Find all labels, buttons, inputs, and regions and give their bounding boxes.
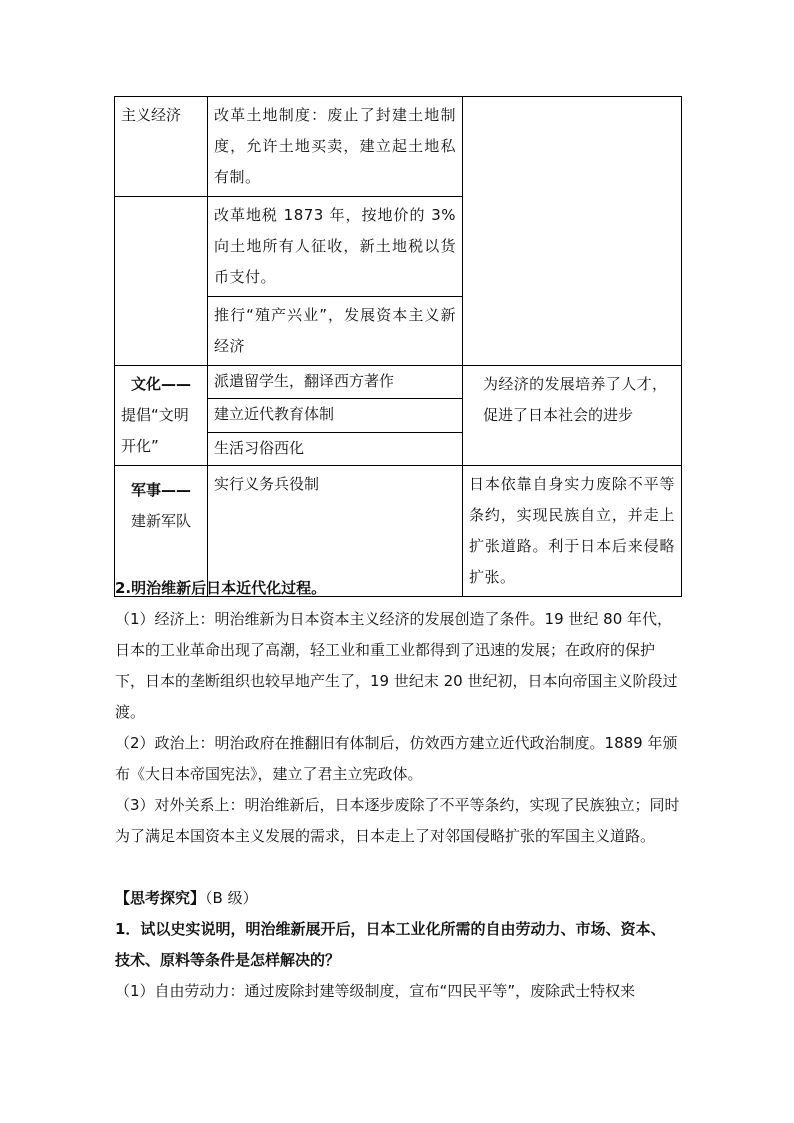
question-1: 1．试以史实说明，明治维新展开后，日本工业化所需的自由劳动力、市场、资本、技术、原料等条件是怎样解决的？ — [115, 920, 666, 969]
economy-category-cell — [115, 97, 208, 197]
table-row — [115, 366, 682, 399]
economy-measure-cell: 改革地税 1873 年，按地价的 3%向土地所有人征收，新土地税以货币支付。 — [208, 197, 463, 297]
military-category-bold: 军事—— — [130, 481, 191, 499]
economy-measure-cell: 推行“殖产兴业”，发展资本主义新经济 — [208, 297, 463, 366]
culture-effect-cell: 为经济的发展培养了人才，促进了日本社会的进步 — [463, 366, 682, 466]
explore-heading — [115, 883, 680, 914]
military-measure-cell: 实行义务兵役制 — [208, 466, 463, 597]
economy-effect-cell — [463, 97, 682, 366]
culture-measure-cell: 生活习俗西化 — [208, 432, 463, 465]
table-row — [115, 97, 682, 197]
economy-measure-cell: 改革土地制度：废止了封建土地制度，允许土地买卖，建立起土地私有制。 — [208, 97, 463, 197]
meiji-reform-table — [114, 96, 682, 597]
paragraph-foreign-relations: （3）对外关系上：明治维新后，日本逐步废除了不平等条约，实现了民族独立；同时为了满足本国资本主义发展的需求，日本走上了对邻国侵略扩张的军国主义道路。 — [115, 796, 680, 845]
culture-category-rest: 提倡“文明开化” — [121, 406, 189, 455]
explore-heading-level: （B 级） — [205, 889, 258, 907]
answer-1-start: （1）自由劳动力：通过废除封建等级制度，宣布“四民平等”，废除武士特权来 — [115, 982, 636, 1000]
economy-category-label: 主义经济 — [121, 106, 182, 124]
culture-measure-cell: 建立近代教育体制 — [208, 399, 463, 432]
explore-heading-title: 【思考探究】 — [115, 889, 206, 907]
culture-category-cell — [115, 366, 208, 466]
paragraph-politics: （2）政治上：明治政府在推翻旧有体制后，仿效西方建立近代政治制度。1889 年颁布《大日本帝国宪法》，建立了君主立宪政体。 — [115, 734, 678, 783]
section-heading: 2.明治维新后日本近代化过程。 — [115, 579, 327, 597]
economy-category-cell-cont — [115, 197, 208, 366]
culture-category-bold: 文化—— — [130, 375, 191, 393]
paragraph-economy: （1）经济上：明治维新为日本资本主义经济的发展创造了条件。19 世纪 80 年代，日本的工业革命出现了高潮，轻工业和重工业都得到了迅速的发展；在政府的保护下，日本的垄断组织也较早地产生了，19 世纪末 20 世纪初，日本向帝国主义阶段过渡。 — [115, 610, 678, 721]
military-category-rest: 建新军队 — [130, 512, 191, 530]
culture-measure-cell: 派遣留学生，翻译西方著作 — [208, 366, 463, 399]
military-effect-cell: 日本依靠自身实力废除不平等条约，实现民族自立，并走上扩张道路。利于日本后来侵略扩张。 — [463, 466, 682, 597]
